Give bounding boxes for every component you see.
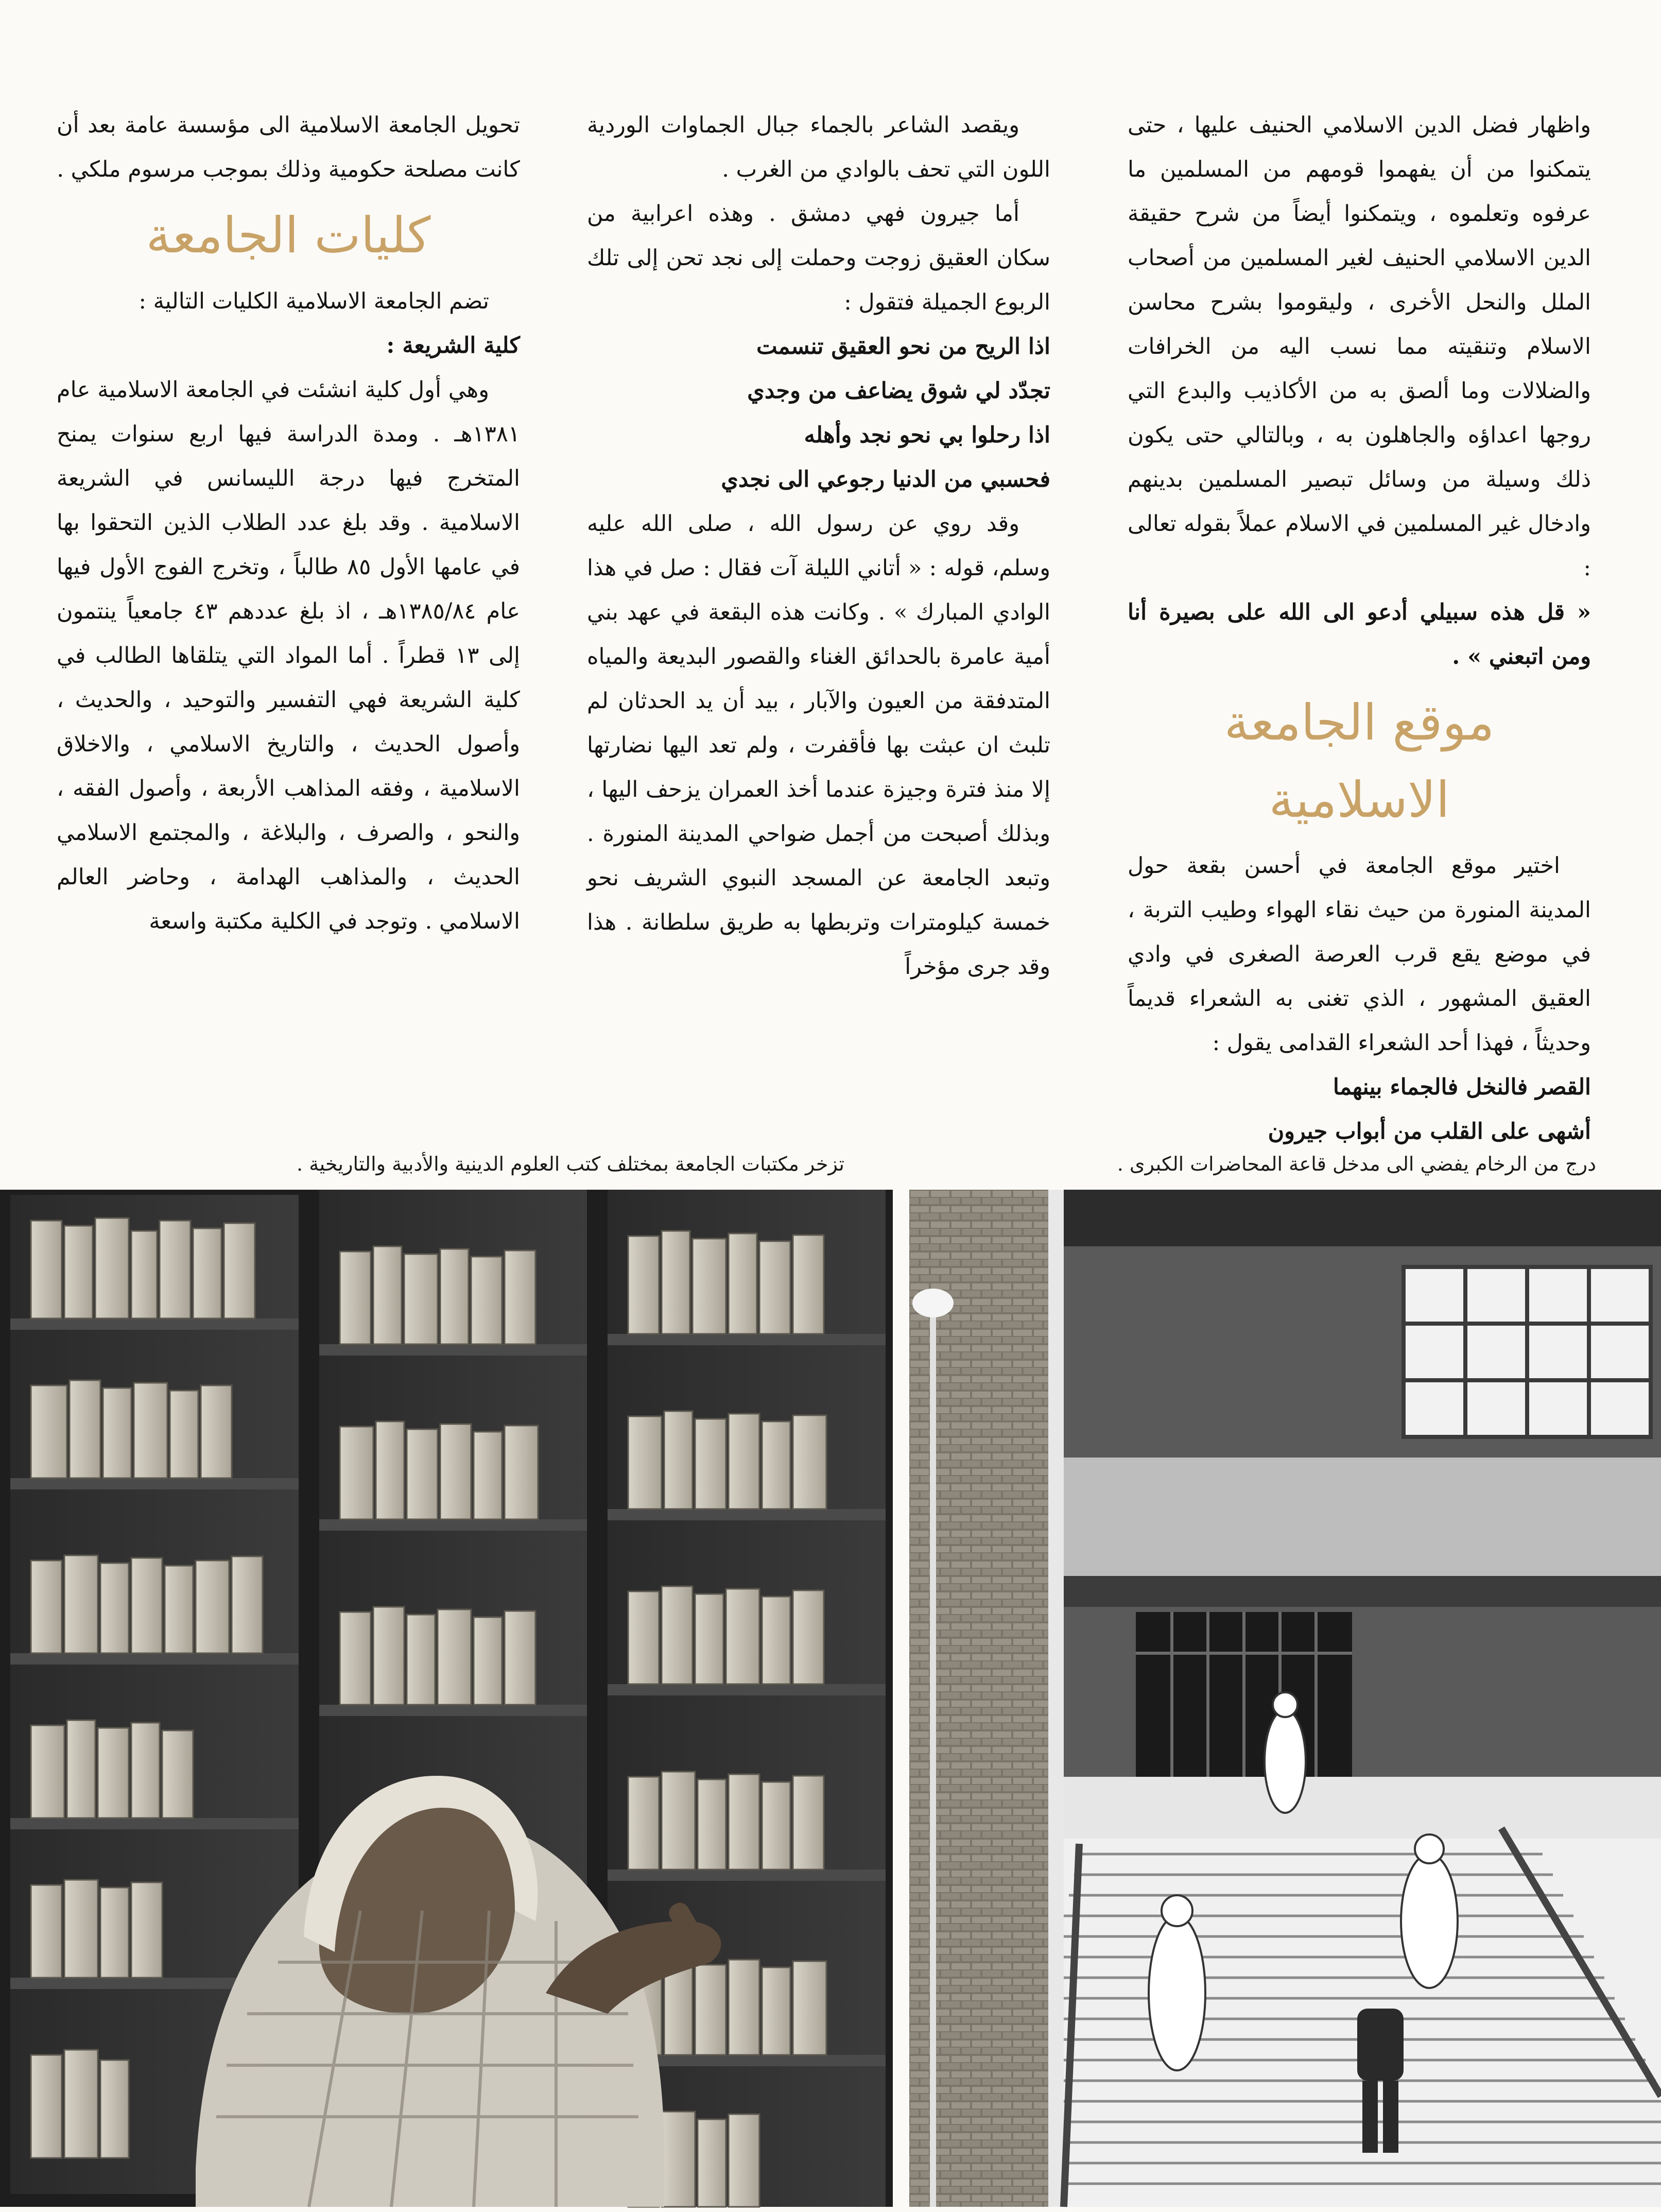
poem-verse: تجدّد لي شوق يضاعف من وجدي bbox=[747, 378, 1050, 404]
paragraph: وقد روي عن رسول الله ، صلى الله عليه وسلم، قوله : « أتاني الليلة آت فقال : صل في هذا الوادي المبارك » . وكانت هذه البقعة في عهد بني أمية عامرة بالحدائق الغناء والقصور البديعة والمياه المتدفقة من العيون والآبار ، بيد أن يد الحدثان لم تلبث ان عبثت بها فأقفرت ، ولم تعد اليها نضارتها إلا منذ فترة وجيزة عندما أخذ العمران يزحف اليها ، وبذلك أصبحت من أجمل ضواحي المدينة المنورة . وتبعد الجامعة عن المسجد النبوي الشريف نحو خمسة كيلومترات وتربطها به طريق سلطانة . هذا وقد جرى مؤخراً bbox=[587, 511, 1050, 980]
library-photo-illustration bbox=[0, 1190, 893, 2207]
poem-verse: القصر فالنخل فالجماء بينهما bbox=[1333, 1074, 1591, 1100]
poem-verse: اذا الريح من نحو العقيق تنسمت bbox=[756, 334, 1050, 359]
poem-verse: فحسبي من الدنيا رجوعي الى نجدي bbox=[721, 467, 1050, 492]
section-heading-university-location: موقع الجامعة الاسلامية bbox=[1224, 694, 1495, 829]
subheading-sharia-faculty: كلية الشريعة : bbox=[386, 333, 520, 358]
stairs-photo-illustration bbox=[909, 1190, 1661, 2207]
photo-caption-stairs: درج من الرخام يفضي الى مدخل قاعة المحاضرات الكبرى . bbox=[1117, 1153, 1596, 1175]
paragraph: واظهار فضل الدين الاسلامي الحنيف عليها ، حتى يتمكنوا من أن يفهموا قومهم من المسلمين ما عرفوه وتعلموه ، ويتمكنوا أيضاً من شرح حقيقة الدين الاسلامي الحنيف لغير المسلمين من أصحاب الملل والنحل الأخرى ، وليقوموا بشرح محاسن الاسلام وتنقيته مما نسب اليه من الخرافات والضلالات وما ألصق به من الأكاذيب والبدع التي روجها اعداؤه والجاهلون به ، وبالتالي حتى يكون ذلك وسيلة من وسائل تبصير المسلمين بدينهم وادخال غير المسلمين في الاسلام عملاً بقوله تعالى : bbox=[1128, 112, 1591, 581]
paragraph: اختير موقع الجامعة في أحسن بقعة حول المدينة المنورة من حيث نقاء الهواء وطيب التربة ، في موضع يقع قرب العرصة الصغرى في وادي العقيق المشهور ، الذي تغنى به الشعراء قديماً وحديثاً ، فهذا أحد الشعراء القدامى يقول : bbox=[1128, 853, 1591, 1056]
library-photo bbox=[0, 1190, 893, 2207]
stairs-photo bbox=[909, 1190, 1661, 2207]
text-column-middle bbox=[587, 103, 1050, 1061]
text-column-right bbox=[1128, 103, 1591, 1144]
paragraph: وهي أول كلية انشئت في الجامعة الاسلامية عام ١٣٨١هـ . ومدة الدراسة فيها اربع سنوات يمنح المتخرج فيها درجة الليسانس في الشريعة الاسلامية . وقد بلغ عدد الطلاب الذين التحقوا بها في عامها الأول ٨٥ طالباً ، وتخرج الفوج الأول فيها عام ١٣٨٥/٨٤هـ ، اذ بلغ عددهم ٤٣ جامعياً ينتمون إلى ١٣ قطراً . أما المواد التي يتلقاها الطالب في كلية الشريعة فهي التفسير والتوحيد ، والحديث ، وأصول الحديث ، والتاريخ الاسلامي ، والاخلاق الاسلامية ، وفقه المذاهب الأربعة ، وأصول الفقه ، والنحو ، والصرف ، والبلاغة ، والمجتمع الاسلامي الحديث ، والمذاهب الهدامة ، وحاضر العالم الاسلامي . وتوجد في الكلية مكتبة واسعة bbox=[57, 377, 520, 934]
paragraph: أما جيرون فهي دمشق . وهذه اعرابية من سكان العقيق زوجت وحملت إلى نجد تحن إلى تلك الربوع الجميلة فتقول : bbox=[587, 201, 1050, 315]
photo-caption-library: تزخر مكتبات الجامعة بمختلف كتب العلوم الدينية والأدبية والتاريخية . bbox=[297, 1153, 844, 1175]
paragraph: تحويل الجامعة الاسلامية الى مؤسسة عامة بعد أن كانت مصلحة حكومية وذلك بموجب مرسوم ملكي . bbox=[57, 112, 520, 182]
quran-quote: « قل هذه سبيلي أدعو الى الله على بصيرة أنا ومن اتبعني » . bbox=[1128, 599, 1591, 670]
paragraph: ويقصد الشاعر بالجماء جبال الجماوات الوردية اللون التي تحف بالوادي من الغرب . bbox=[587, 112, 1050, 182]
poem-verse: اذا رحلوا بي نحو نجد وأهله bbox=[804, 422, 1050, 448]
paragraph: تضم الجامعة الاسلامية الكليات التالية : bbox=[139, 288, 489, 314]
text-column-left bbox=[57, 103, 520, 1061]
section-heading-faculties: كليات الجامعة bbox=[146, 207, 431, 264]
poem-verse: أشهى على القلب من أبواب جيرون bbox=[1268, 1119, 1591, 1144]
